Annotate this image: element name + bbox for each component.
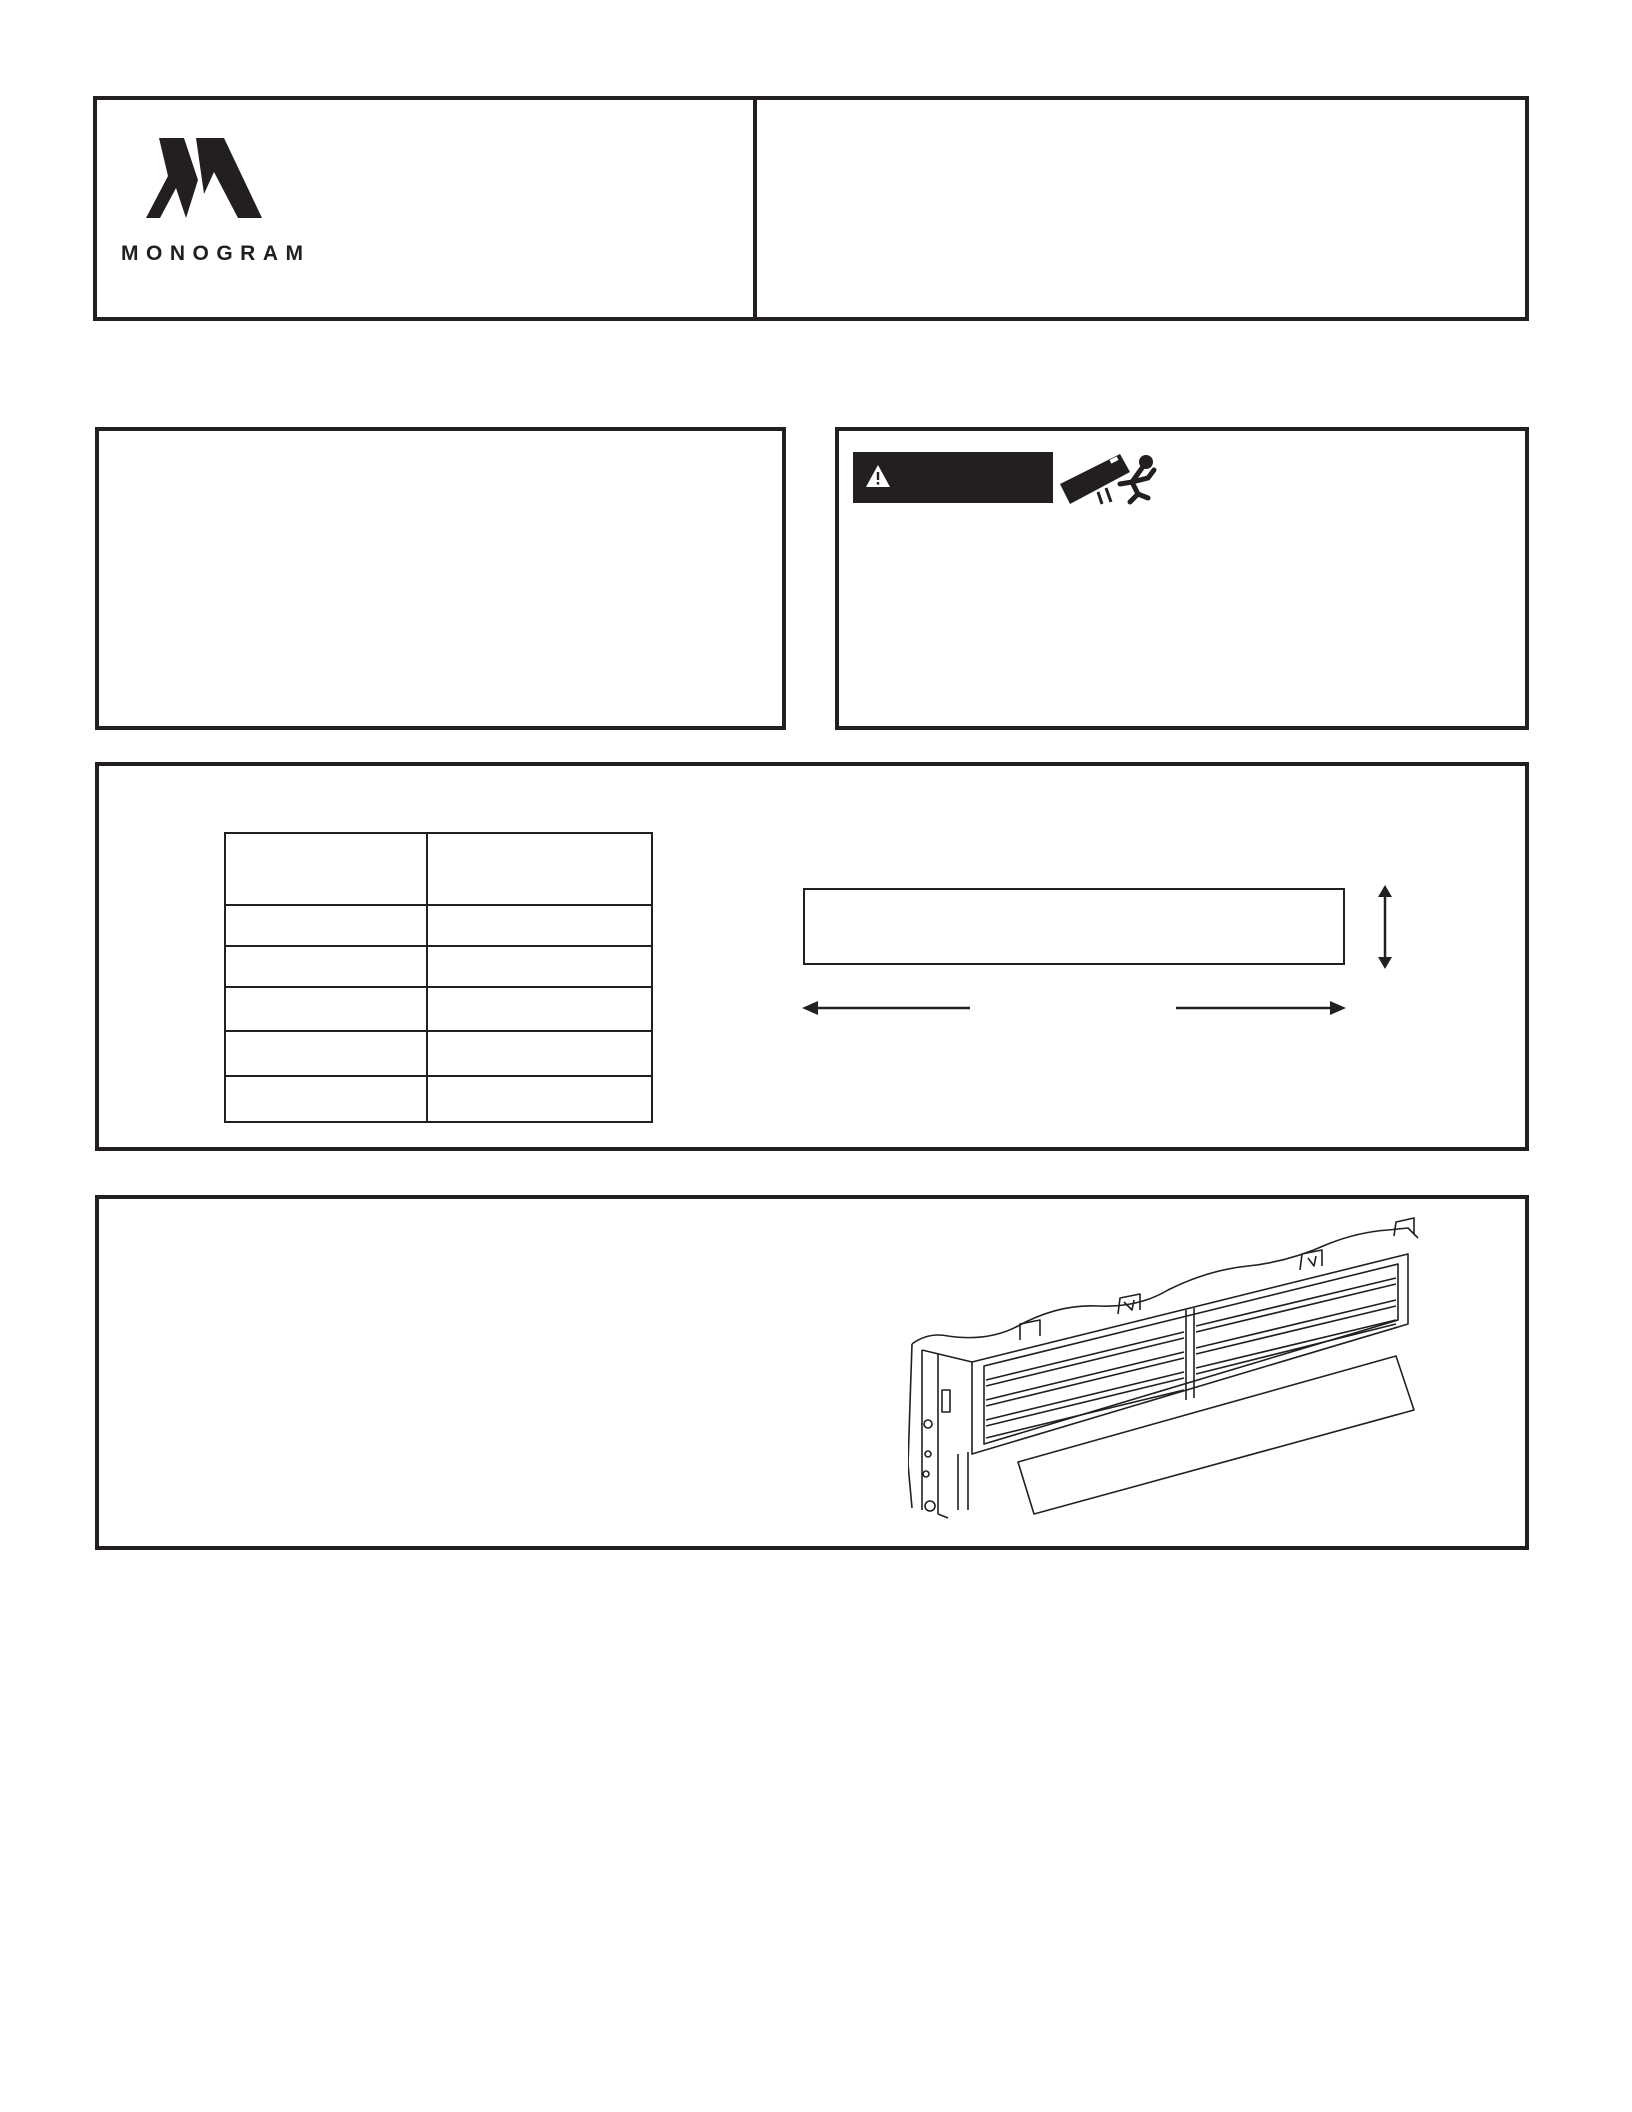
left-arrow-icon <box>802 998 972 1018</box>
table-row <box>225 946 652 987</box>
table-row <box>225 1031 652 1076</box>
table-cell <box>427 1031 652 1076</box>
table-row <box>225 987 652 1031</box>
monogram-m-logo-icon <box>146 136 270 220</box>
table-row <box>225 905 652 946</box>
table-row <box>225 833 652 905</box>
header-box <box>93 96 1529 321</box>
appliance-grille-illustration <box>908 1214 1428 1530</box>
right-arrow-icon <box>1176 998 1346 1018</box>
table-cell <box>427 946 652 987</box>
table-cell <box>427 1076 652 1122</box>
table-cell <box>225 946 427 987</box>
brand-name: MONOGRAM <box>121 242 311 265</box>
dimension-rectangle <box>803 888 1345 965</box>
dimensions-table <box>224 832 653 1123</box>
tip-over-hazard-icon <box>1058 448 1158 506</box>
info-box <box>95 427 786 730</box>
table-cell <box>225 1076 427 1122</box>
table-header-cell <box>427 833 652 905</box>
warning-label <box>853 452 1053 503</box>
height-double-arrow-icon <box>1374 885 1396 969</box>
table-cell <box>225 987 427 1031</box>
table-row <box>225 1076 652 1122</box>
table-cell <box>427 905 652 946</box>
header-divider <box>753 96 757 321</box>
table-cell <box>225 1031 427 1076</box>
table-header-cell <box>225 833 427 905</box>
table-cell <box>427 987 652 1031</box>
warning-triangle-icon <box>865 464 891 488</box>
table-cell <box>225 905 427 946</box>
